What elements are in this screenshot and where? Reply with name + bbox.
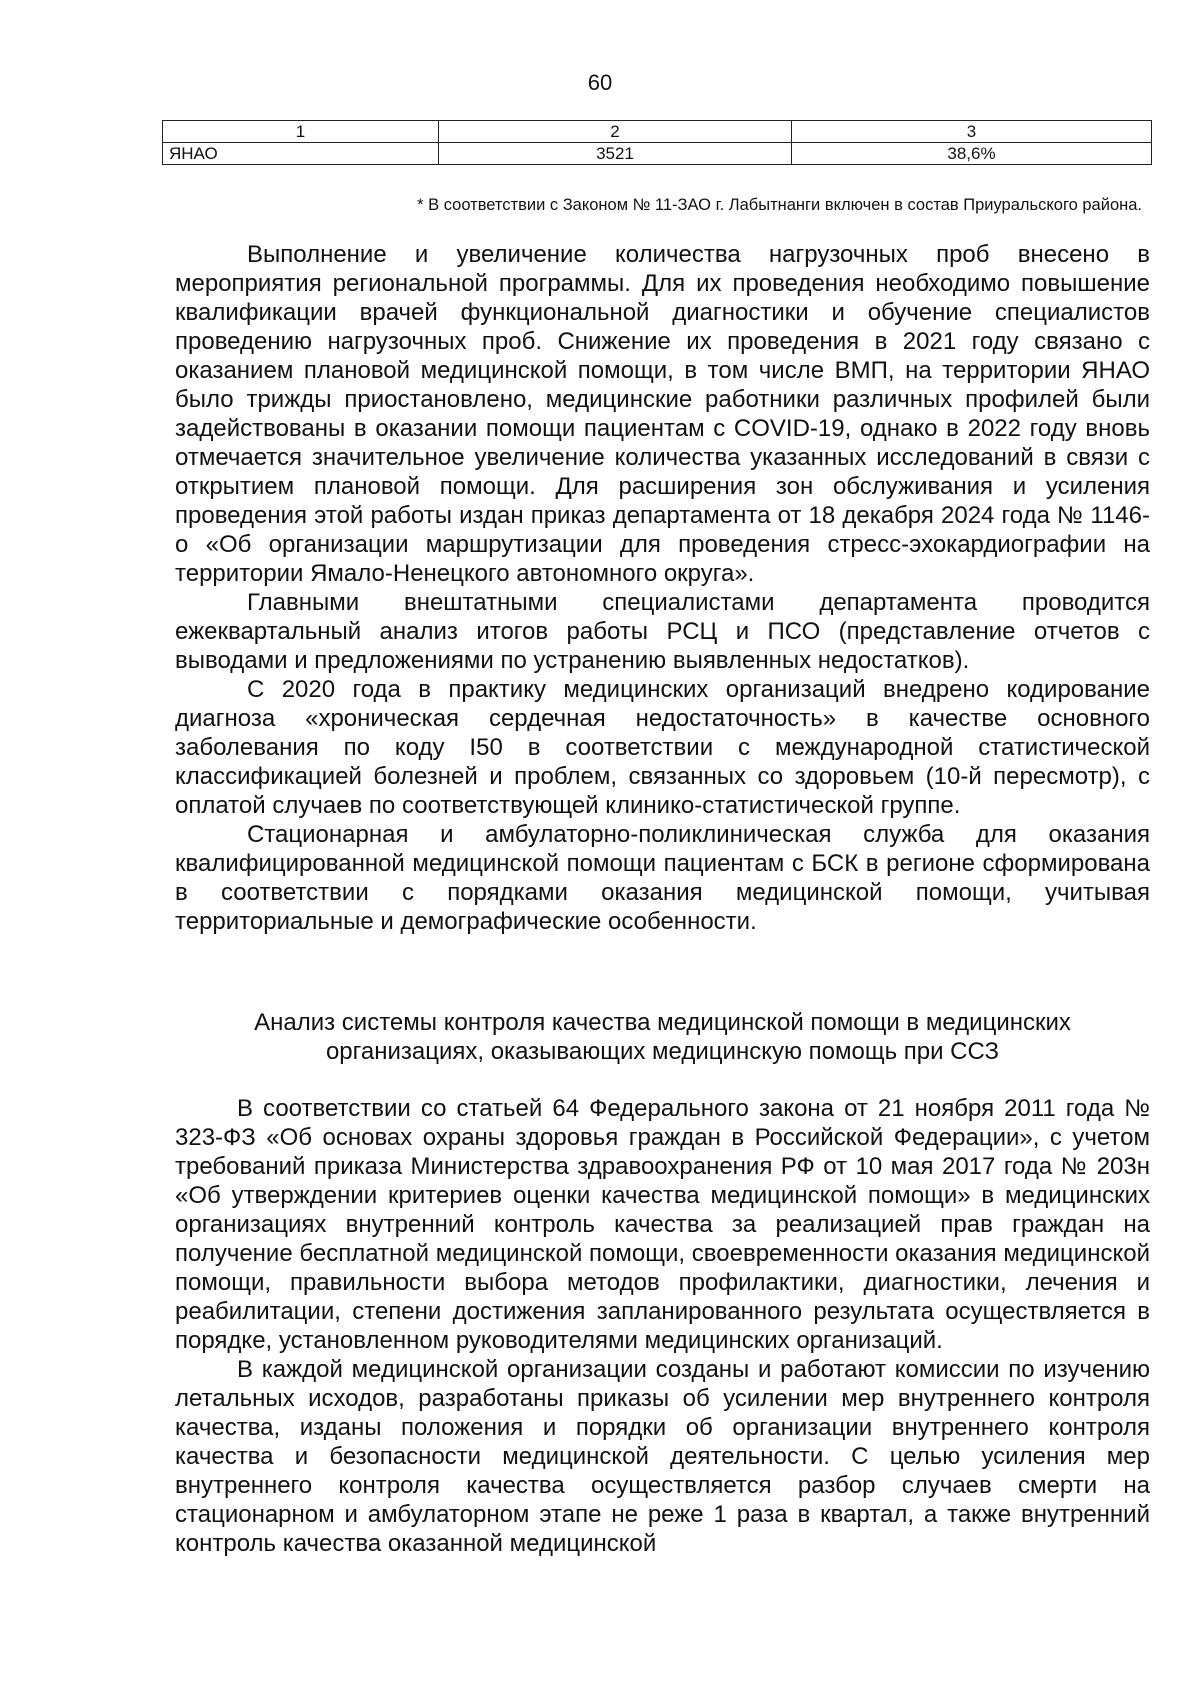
- table-cell-count: 3521: [439, 143, 792, 165]
- table-cell-percent: 38,6%: [792, 143, 1152, 165]
- paragraph: Стационарная и амбулаторно-поликлиническая служба для оказания квалифицированной медицинской помощи пациентам с БСК в регионе сформирована в соответствии с порядками оказания медицинской помощи, учитывая территориальные и демографические особенности.: [175, 821, 1150, 935]
- footnote: * В соответствии с Законом № 11-ЗАО г. Лабытнанги включен в состав Приуральского района.: [417, 196, 1142, 214]
- paragraph: Главными внештатными специалистами департамента проводится ежеквартальный анализ итогов работы РСЦ и ПСО (представление отчетов с выводами и предложениями по устранению выявленных недостатков).: [175, 589, 1150, 674]
- page-number: 60: [587, 70, 613, 95]
- table-header-cell: 2: [439, 121, 792, 143]
- section-heading: Анализ системы контроля качества медицинской помощи в медицинских организациях, оказывающих медицинскую помощь при ССЗ: [254, 1009, 1071, 1065]
- text-block-bottom: [175, 1094, 1150, 1558]
- paragraph: В соответствии со статьей 64 Федерального закона от 21 ноября 2011 года № 323-ФЗ «Об основах охраны здоровья граждан в Российской Федерации», с учетом требований приказа Министерства здравоохранения РФ от 10 мая 2017 года № 203н «Об утверждении критериев оценки качества медицинской помощи» в медицинских организациях внутренний контроль качества за реализацией прав граждан на получение бесплатной медицинской помощи, своевременности оказания медицинской помощи, правильности выбора методов профилактики, диагностики, лечения и реабилитации, степени достижения запланированного результата осуществляется в порядке, установленном руководителями медицинских организаций.: [175, 1095, 1150, 1354]
- paragraph: Выполнение и увеличение количества нагрузочных проб внесено в мероприятия региональной программы. Для их проведения необходимо повышение квалификации врачей функциональной диагностики и обучение специалистов проведению нагрузочных проб. Снижение их проведения в 2021 году связано с оказанием плановой медицинской помощи, в том числе ВМП, на территории ЯНАО было трижды приостановлено, медицинские работники различных профилей были задействованы в оказании помощи пациентам с COVID-19, однако в 2022 году вновь отмечается значительное увеличение количества указанных исследований в связи с открытием плановой помощи. Для расширения зон обслуживания и усиления проведения этой работы издан приказ департамента от 18 декабря 2024 года № 1146-о «Об организации маршрутизации для проведения стресс-эхокардиографии на территории Ямало-Ненецкого автономного округа».: [175, 241, 1150, 587]
- table-header-cell: 3: [792, 121, 1152, 143]
- continuation-table: [162, 120, 1152, 165]
- table-cell-region: ЯНАО: [163, 143, 439, 165]
- table-header-cell: 1: [163, 121, 439, 143]
- table-row: [163, 143, 1152, 165]
- paragraph: В каждой медицинской организации созданы и работают комиссии по изучению летальных исходов, разработаны приказы об усилении мер внутреннего контроля качества, изданы положения и порядки об организации внутреннего контроля качества и безопасности медицинской деятельности. С целью усиления мер внутреннего контроля качества осуществляется разбор случаев смерти на стационарном и амбулаторном этапе не реже 1 раза в квартал, а также внутренний контроль качества оказанной медицинской: [175, 1356, 1150, 1557]
- text-block-top: [175, 240, 1150, 936]
- paragraph: С 2020 года в практику медицинских организаций внедрено кодирование диагноза «хроническая сердечная недостаточность» в качестве основного заболевания по коду I50 в соответствии с международной статистической классификацией болезней и проблем, связанных со здоровьем (10-й пересмотр), с оплатой случаев по соответствующей клинико-статистической группе.: [175, 676, 1150, 819]
- table-header-row: [163, 121, 1152, 143]
